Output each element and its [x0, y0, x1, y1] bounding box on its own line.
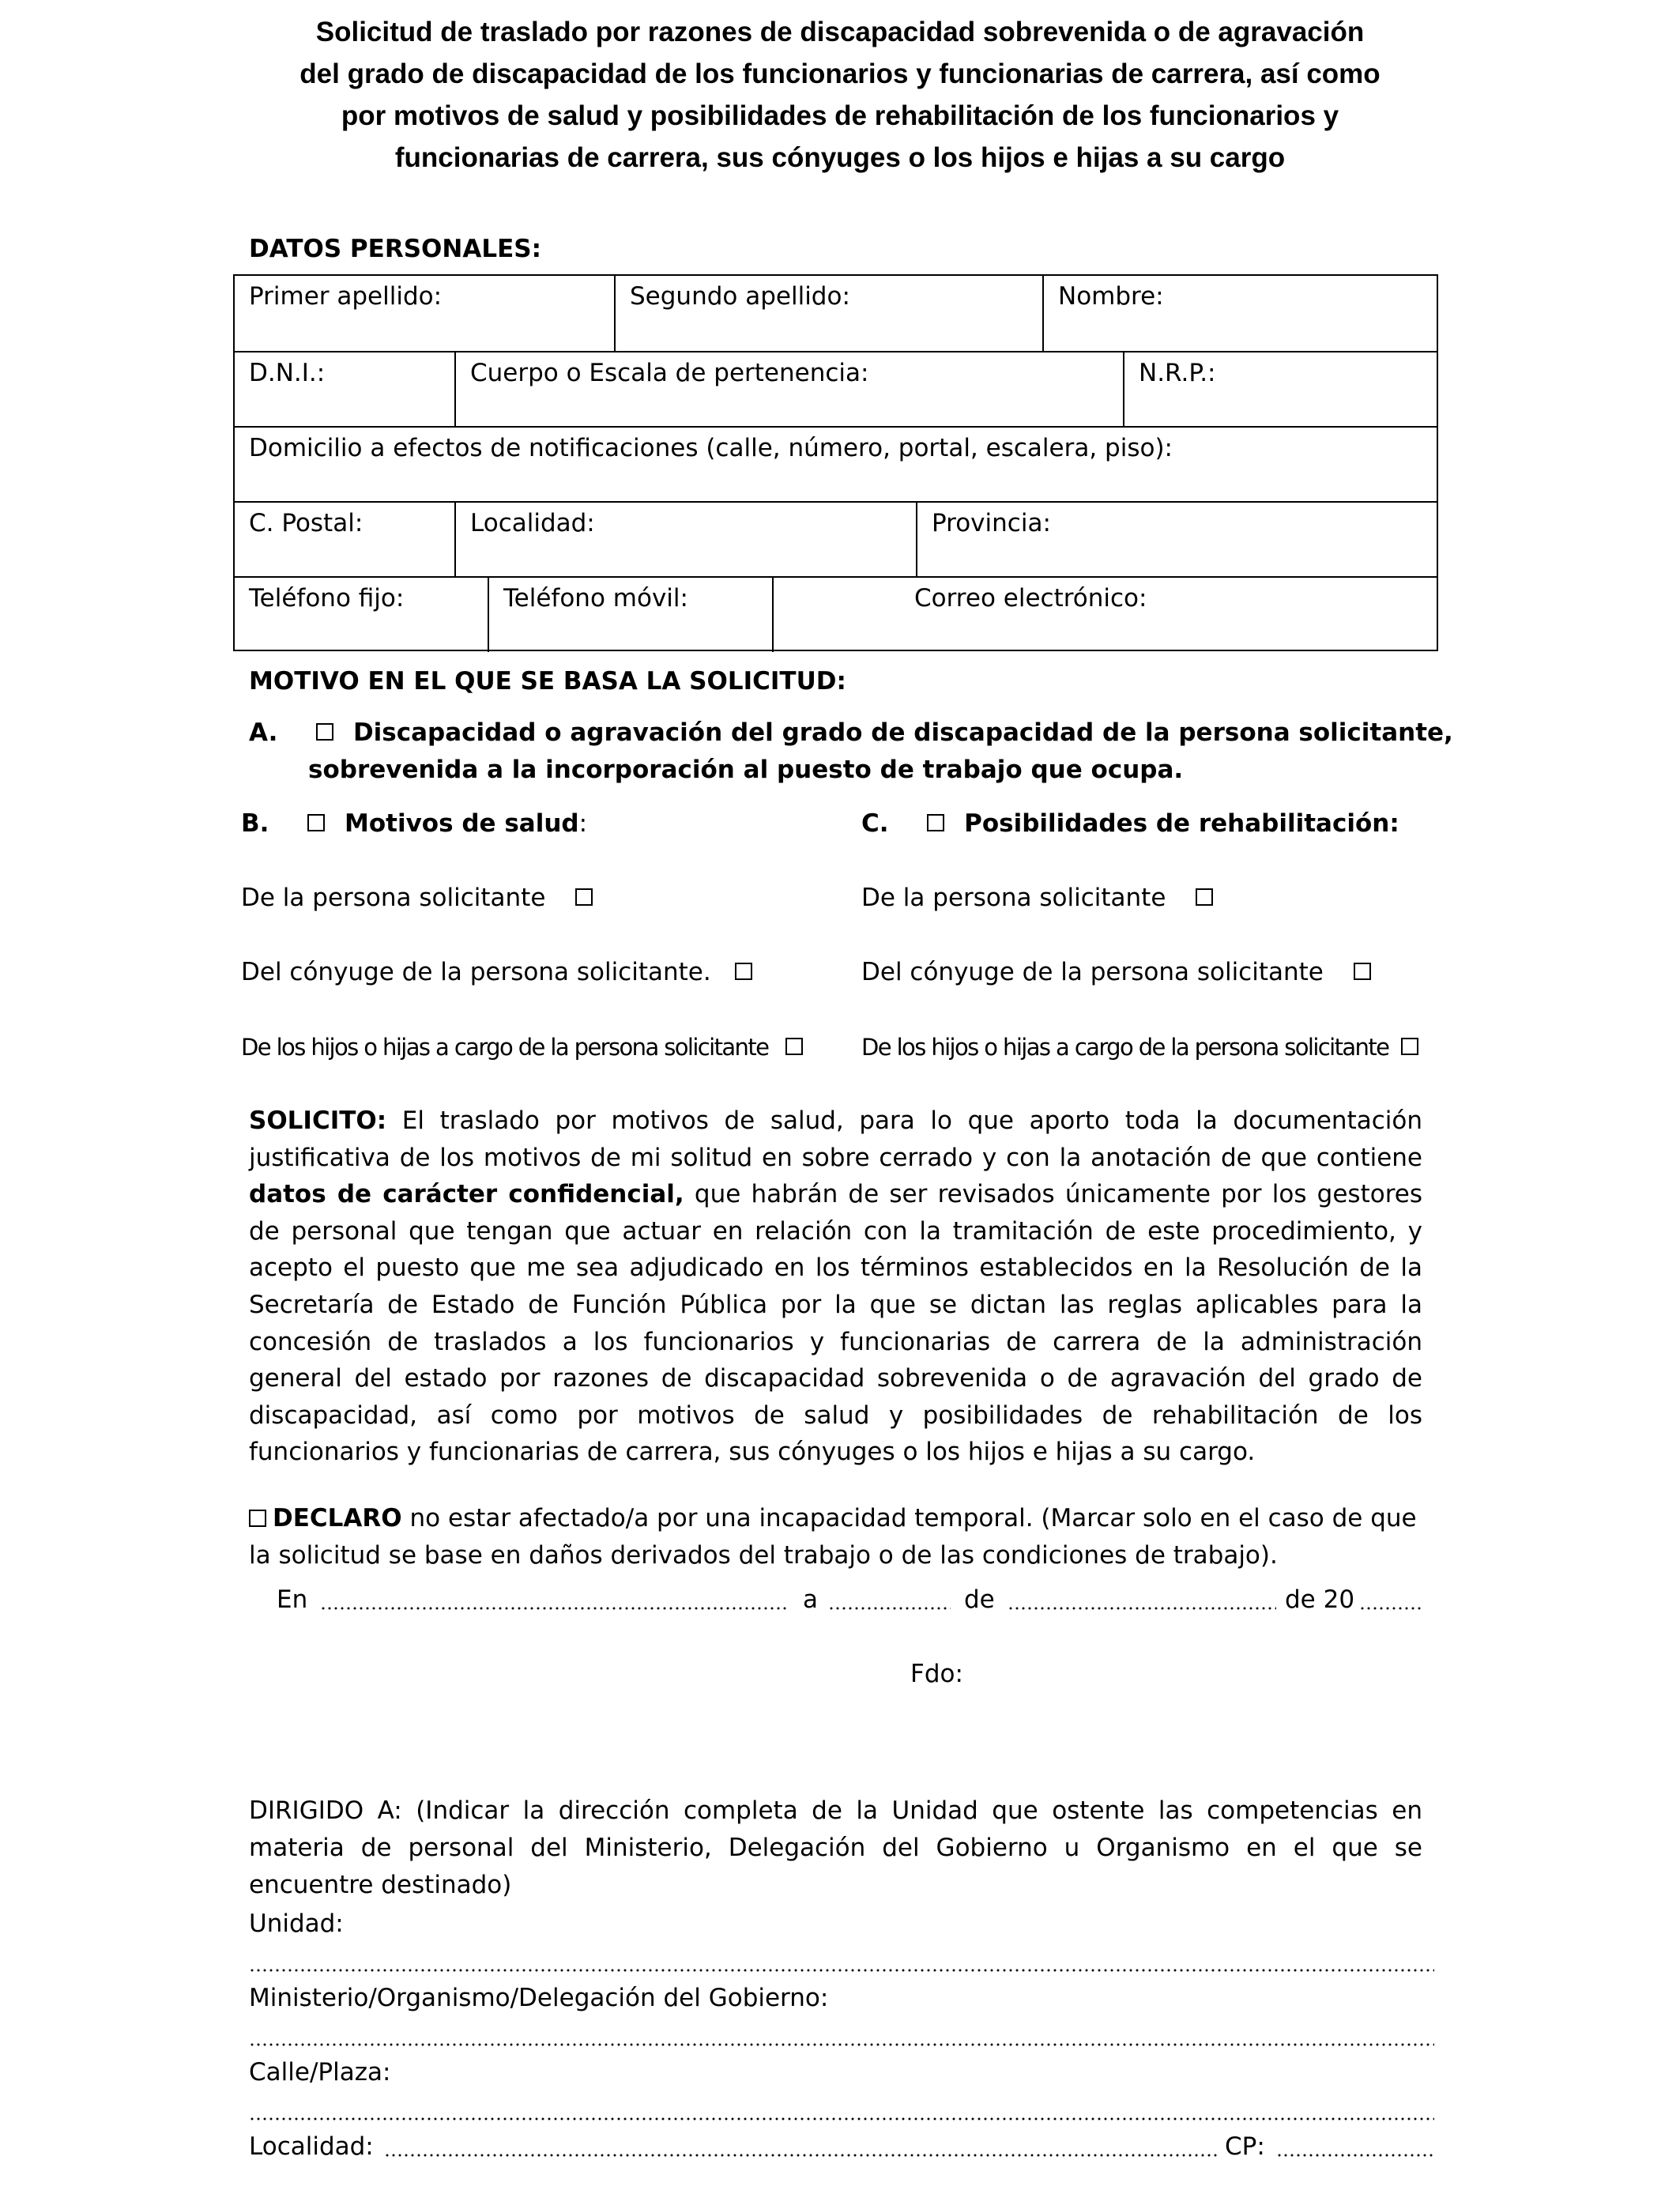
option-c: [861, 808, 1399, 839]
option-b: [241, 808, 587, 839]
date-de: de: [964, 1585, 995, 1614]
title-line: por motivos de salud y posibilidades de rehabilitación de los funcionarios y: [341, 100, 1339, 131]
localidad-field[interactable]: Localidad:: [454, 503, 916, 577]
motivo-heading: MOTIVO EN EL QUE SE BASA LA SOLICITUD:: [249, 667, 846, 696]
telefono-movil-field[interactable]: Teléfono móvil:: [488, 578, 772, 652]
date-day-dots[interactable]: [828, 1607, 951, 1610]
solicito-paragraph: [249, 1103, 1422, 1471]
form-title: [158, 11, 1522, 179]
solicito-text: que habrán de ser revisados únicamente por los gestores de personal que tengan que actuar en relación con la tramitación de este procedimiento, y acepto el puesto que me sea adjudicado en los términos establecidos en la Resolución de la Secretaría de Estado de Función Pública por la que se dictan las reglas aplicables para la concesión de traslados a los funcionarios y funcionarias de carrera de la administración general del estado por razones de discapacidad sobrevenida o de agravación del grado de discapacidad, así como por motivos de salud y posibilidades de rehabilitación de los funcionarios y funcionarias de carrera, sus cónyuges o los hijos e hijas a su cargo.: [249, 1180, 1422, 1467]
option-b-label: Motivos de salud: [345, 809, 579, 838]
option-letter: A.: [249, 718, 278, 747]
option-b-colon: :: [578, 809, 588, 838]
declaro-label: DECLARO: [273, 1504, 402, 1532]
option-b-1: [241, 882, 593, 914]
checkbox-b-1[interactable]: [575, 888, 593, 906]
dni-field[interactable]: D.N.I.:: [249, 359, 326, 387]
date-en: En: [277, 1585, 308, 1614]
option-letter: C.: [861, 809, 889, 838]
option-c-2-label: Del cónyuge de la persona solicitante: [861, 958, 1324, 986]
checkbox-b[interactable]: [307, 814, 325, 831]
option-letter: B.: [241, 809, 269, 838]
option-b-1-label: De la persona solicitante: [241, 884, 546, 912]
option-a-continuation: sobrevenida a la incorporación al puesto de trabajo que ocupa.: [308, 756, 1184, 784]
solicito-confidential: datos de carácter confidencial,: [249, 1180, 684, 1209]
table-row: [235, 351, 1437, 427]
declaro-paragraph: [249, 1500, 1422, 1574]
option-c-1-label: De la persona solicitante: [861, 884, 1166, 912]
domicilio-field[interactable]: Domicilio a efectos de notificaciones (calle, número, portal, escalera, piso):: [249, 434, 1173, 462]
localidad-dots[interactable]: [384, 2154, 1218, 2157]
title-line: del grado de discapacidad de los funcionarios y funcionarias de carrera, así como: [299, 58, 1381, 89]
checkbox-b-2[interactable]: [735, 963, 752, 980]
checkbox-c-2[interactable]: [1354, 963, 1371, 980]
checkbox-c-1[interactable]: [1196, 888, 1213, 906]
nombre-field[interactable]: Nombre:: [1042, 276, 1437, 352]
ministerio-label: Ministerio/Organismo/Delegación del Gobierno:: [249, 1984, 829, 2012]
primer-apellido-field[interactable]: Primer apellido:: [249, 282, 443, 311]
option-b-2: [241, 956, 752, 988]
date-a: a: [803, 1585, 818, 1614]
calle-label: Calle/Plaza:: [249, 2058, 391, 2087]
cuerpo-escala-field[interactable]: Cuerpo o Escala de pertenencia:: [454, 352, 1123, 427]
option-a-label: Discapacidad o agravación del grado de discapacidad de la persona solicitante,: [352, 718, 1453, 747]
provincia-field[interactable]: Provincia:: [916, 503, 1437, 577]
option-b-3-label: De los hijos o hijas a cargo de la persona solicitante: [241, 1034, 769, 1061]
signature-label: Fdo:: [910, 1660, 963, 1688]
unidad-label: Unidad:: [249, 1909, 344, 1938]
checkbox-c-3[interactable]: [1401, 1038, 1418, 1055]
checkbox-a[interactable]: [316, 723, 333, 741]
title-line: funcionarias de carrera, sus cónyuges o los hijos e hijas a su cargo: [394, 142, 1286, 173]
solicito-text: El traslado por motivos de salud, para lo que aporto toda la documentación justificativa de los motivos de mi solitud en sobre cerrado y con la anotación de que contiene: [249, 1106, 1422, 1172]
option-c-3: [861, 1031, 1418, 1063]
telefono-fijo-field[interactable]: Teléfono fijo:: [249, 584, 405, 613]
segundo-apellido-field[interactable]: Segundo apellido:: [614, 276, 1042, 352]
title-line: Solicitud de traslado por razones de discapacidad sobrevenida o de agravación: [315, 17, 1365, 47]
option-c-label: Posibilidades de rehabilitación:: [964, 809, 1399, 838]
correo-electronico-field[interactable]: Correo electrónico:: [772, 578, 1437, 652]
cp-label: CP:: [1225, 2132, 1265, 2161]
date-month-dots[interactable]: [1008, 1607, 1276, 1610]
option-b-2-label: Del cónyuge de la persona solicitante.: [241, 958, 711, 986]
table-row: [235, 426, 1437, 502]
option-c-1: [861, 882, 1213, 914]
date-place-dots[interactable]: [320, 1607, 786, 1610]
date-year-dots[interactable]: [1359, 1607, 1424, 1610]
date-year-prefix: de 20: [1285, 1585, 1355, 1614]
checkbox-c[interactable]: [927, 814, 944, 831]
table-row: [235, 276, 1437, 352]
option-c-2: [861, 956, 1371, 988]
codigo-postal-field[interactable]: C. Postal:: [249, 509, 363, 537]
ministerio-dots[interactable]: [249, 2043, 1434, 2046]
checkbox-declaro[interactable]: [249, 1510, 266, 1527]
option-c-3-label: De los hijos o hijas a cargo de la persona solicitante: [861, 1034, 1389, 1061]
option-a: [249, 717, 1453, 748]
localidad-label: Localidad:: [249, 2132, 374, 2161]
checkbox-b-3[interactable]: [785, 1038, 803, 1055]
declaro-text: no estar afectado/a por una incapacidad temporal. (Marcar solo en el caso de que la solicitud se base en daños derivados del trabajo o de las condiciones de trabajo).: [249, 1504, 1417, 1570]
solicito-label: SOLICITO:: [249, 1106, 387, 1135]
nrp-field[interactable]: N.R.P.:: [1123, 352, 1437, 427]
table-row: [235, 501, 1437, 577]
personal-data-table: [233, 274, 1438, 651]
cp-dots[interactable]: [1276, 2154, 1434, 2157]
table-row: [235, 576, 1437, 652]
personal-data-heading: DATOS PERSONALES:: [249, 235, 541, 263]
option-b-3: [241, 1031, 803, 1063]
unidad-dots[interactable]: [249, 1969, 1434, 1972]
dirigido-paragraph: DIRIGIDO A: (Indicar la dirección completa de la Unidad que ostente las competencias en materia de personal del Ministerio, Delegación del Gobierno u Organismo en el que se encuentre destinado): [249, 1796, 1422, 1899]
calle-dots[interactable]: [249, 2117, 1434, 2120]
